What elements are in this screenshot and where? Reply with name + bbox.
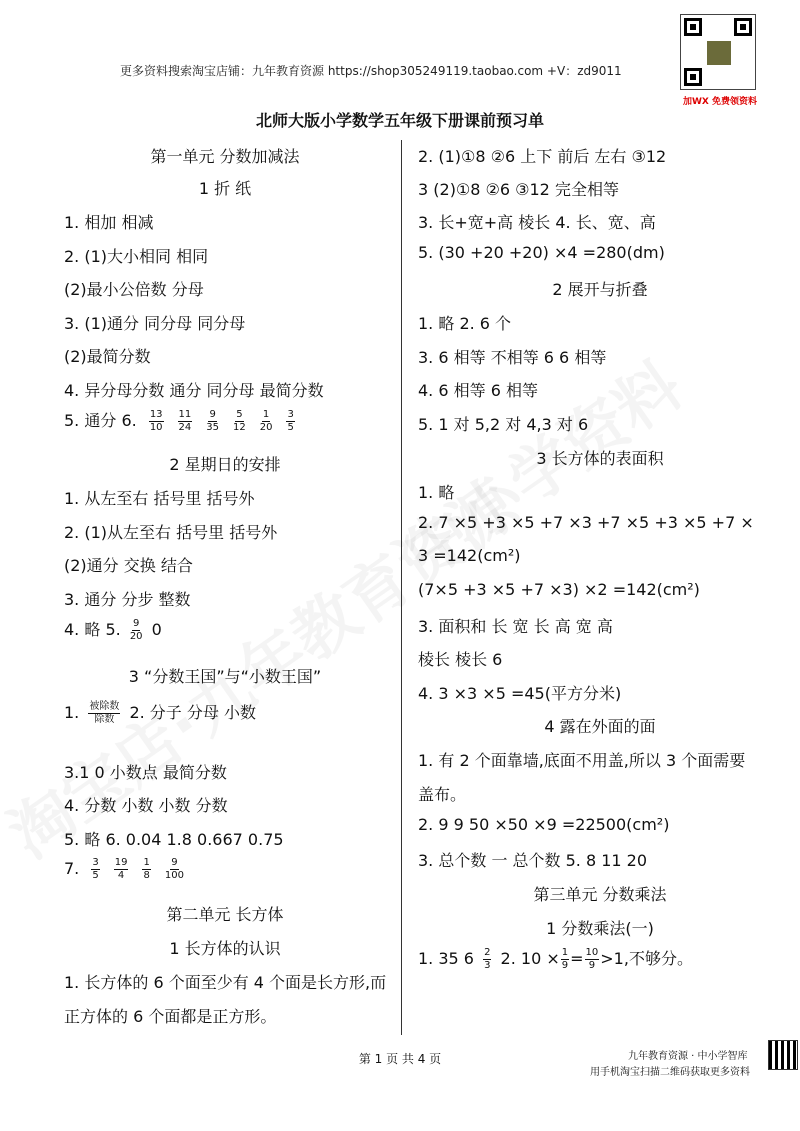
- answer-line: [64, 408, 302, 434]
- fraction: $\frac{2}{3}$: [484, 947, 491, 971]
- answer-line: 正方体的 6 个面都是正方形。: [64, 1007, 277, 1026]
- column-divider: [401, 140, 402, 1035]
- section-heading: 1 长方体的认识: [169, 939, 281, 958]
- section-heading: 1 分数乘法(一): [546, 919, 654, 938]
- section-heading: 2 星期日的安排: [169, 455, 281, 474]
- answer-line: [64, 857, 191, 882]
- fraction: $\frac{13}{10}$: [149, 409, 163, 433]
- unit-heading: 第二单元 长方体: [166, 905, 284, 924]
- answer-text: 2. 10 ×: [500, 949, 560, 968]
- answer-line: 2. (1)①8 ②6 上下 前后 左右 ③12: [418, 147, 667, 166]
- fraction: $\frac{5}{12}$: [233, 409, 246, 433]
- answer-line: 4. 3 ×3 ×5 =45(平方分米): [418, 684, 622, 703]
- fraction: $\frac{9}{35}$: [206, 409, 220, 433]
- answer-text: 7.: [64, 859, 80, 878]
- answer-line: 1. 长方体的 6 个面至少有 4 个面是长方形,而: [64, 973, 387, 992]
- qr-caption: 加WX 免费领资料: [683, 97, 757, 107]
- header-info: 更多资料搜索淘宝店铺：九年教育资源 https://shop305249119.taobao.com +V：zd9011: [120, 64, 622, 78]
- answer-line: 2. (1)大小相同 相同: [64, 247, 209, 266]
- answer-line: 3. 长+宽+高 棱长 4. 长、宽、高: [418, 213, 656, 232]
- answer-line: [418, 946, 693, 972]
- answer-line: 4. 异分母分数 通分 同分母 最简分数: [64, 381, 324, 400]
- answer-text: 0: [151, 620, 162, 639]
- fraction: $\frac{1}{20}$: [259, 409, 273, 433]
- answer-line: 3. (1)通分 同分母 同分母: [64, 314, 246, 333]
- fraction: $\frac{3}{5}$: [92, 857, 99, 881]
- section-heading: 2 展开与折叠: [552, 280, 648, 299]
- fraction: $\frac{9}{100}$: [164, 857, 184, 881]
- answer-line: (2)最小公倍数 分母: [64, 280, 204, 299]
- answer-text: 4. 略 5.: [64, 620, 121, 639]
- section-heading: 4 露在外面的面: [544, 717, 656, 736]
- section-heading: 1 折 纸: [198, 179, 252, 198]
- fraction: $\frac{11}{24}$: [178, 409, 192, 433]
- fraction-list: [142, 409, 302, 433]
- answer-line: 2. 9 9 50 ×50 ×9 =22500(cm²): [418, 815, 670, 834]
- answer-line: 1. 略: [418, 483, 455, 502]
- answer-line: 1. 从左至右 括号里 括号外: [64, 489, 255, 508]
- qr-code[interactable]: [680, 14, 756, 90]
- answer-line: 5. (30 +20 +20) ×4 =280(dm): [418, 243, 665, 262]
- answer-line: 2. (1)从左至右 括号里 括号外: [64, 523, 278, 542]
- answer-line: 4. 分数 小数 小数 分数: [64, 796, 228, 815]
- page-number: 第 1 页 共 4 页: [358, 1052, 442, 1066]
- answer-line: 3 (2)①8 ②6 ③12 完全相等: [418, 180, 619, 199]
- answer-line: 1. 相加 相减: [64, 213, 154, 232]
- answer-text: 1.: [64, 703, 80, 722]
- answer-line: 5. 略 6. 0.04 1.8 0.667 0.75: [64, 830, 284, 849]
- unit-heading: 第三单元 分数乘法: [533, 885, 667, 904]
- fraction: $\frac{1}{9}$: [561, 947, 569, 971]
- fraction: $\frac{3}{5}$: [287, 409, 294, 433]
- answer-text: 1. 35 6: [418, 949, 474, 968]
- fraction: $\frac{19}{4}$: [114, 857, 128, 881]
- fraction: $\frac{10}{9}$: [585, 947, 599, 971]
- answer-text: 2. 分子 分母 小数: [129, 703, 256, 722]
- section-heading: 3 长方体的表面积: [536, 449, 664, 468]
- answer-text: 5. 通分 6.: [64, 411, 137, 430]
- answer-line: 1. 有 2 个面靠墙,底面不用盖,所以 3 个面需要: [418, 751, 746, 770]
- fraction: $\frac{9}{20}$: [129, 618, 143, 642]
- page-title: 北师大版小学数学五年级下册课前预习单: [255, 111, 544, 130]
- fraction-list: [84, 857, 191, 881]
- answer-line: 棱长 棱长 6: [418, 650, 503, 669]
- answer-line: 3. 面积和 长 宽 长 高 宽 高: [418, 617, 613, 636]
- section-heading: 3 “分数王国”与“小数王国”: [128, 667, 322, 686]
- answer-line: 4. 6 相等 6 相等: [418, 381, 538, 400]
- fraction: $\frac{1}{8}$: [143, 857, 150, 881]
- answer-line: [64, 617, 162, 643]
- answer-line: (2)通分 交换 结合: [64, 556, 193, 575]
- answer-line: 3. 总个数 一 总个数 5. 8 11 20: [418, 851, 648, 870]
- answer-line: 1. 略 2. 6 个: [418, 314, 512, 333]
- answer-line: 3.1 0 小数点 最简分数: [64, 763, 227, 782]
- answer-line: 3. 6 相等 不相等 6 6 相等: [418, 348, 607, 367]
- answer-line: 3 =142(cm²): [418, 546, 521, 565]
- unit-heading: 第一单元 分数加减法: [150, 147, 300, 166]
- answer-text: >1,不够分。: [600, 949, 693, 968]
- answer-line: 5. 1 对 5,2 对 4,3 对 6: [418, 415, 589, 434]
- answer-line: (7×5 +3 ×5 +7 ×3) ×2 =142(cm²): [418, 580, 700, 599]
- footer-qr-code[interactable]: [768, 1040, 798, 1070]
- answer-line: 盖布。: [418, 785, 467, 804]
- footer-brand: 九年教育资源 · 中小学智库: [628, 1051, 748, 1062]
- answer-line: (2)最简分数: [64, 347, 151, 366]
- answer-line: 2. 7 ×5 +3 ×5 +7 ×3 +7 ×5 +3 ×5 +7 ×: [418, 513, 754, 532]
- answer-line: 3. 通分 分步 整数: [64, 590, 191, 609]
- answer-line: [64, 700, 256, 726]
- fraction: $\frac{\text{被除数}}{\text{除数}}$: [89, 701, 120, 725]
- footer-scan-text: 用手机淘宝扫描二维码获取更多资料: [590, 1067, 750, 1078]
- answer-text: =: [570, 949, 584, 968]
